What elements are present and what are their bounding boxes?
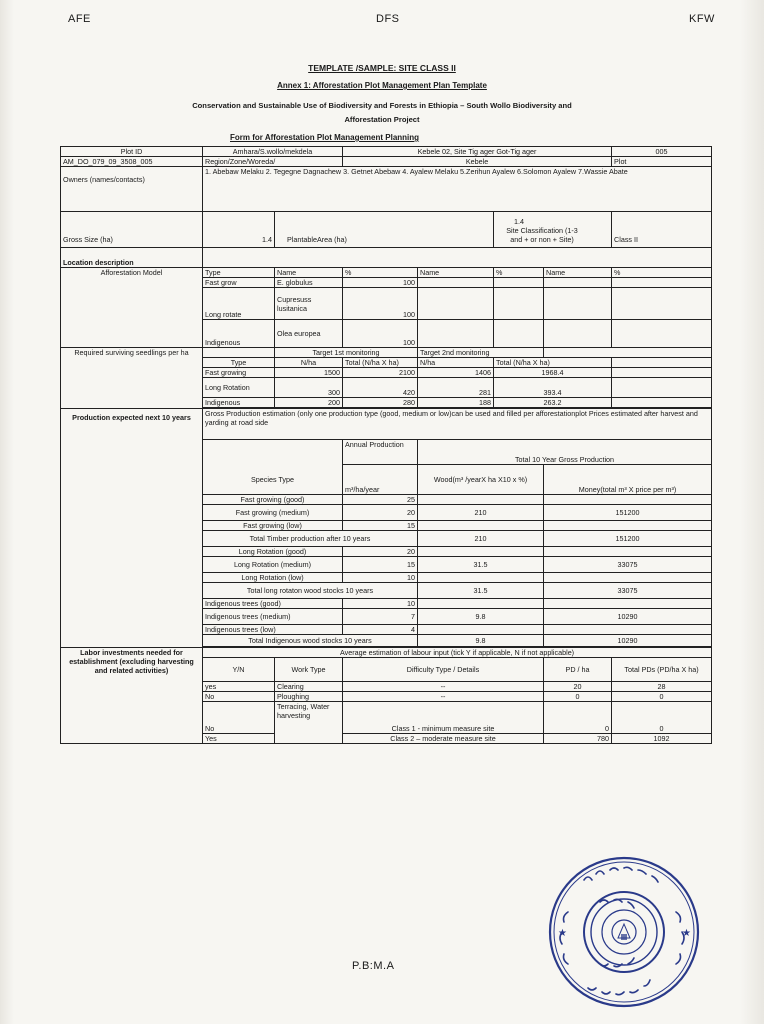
afforestation-model-label: Afforestation Model: [61, 268, 203, 348]
labor-total: 28: [612, 682, 712, 692]
seedlings-n2: 281: [418, 378, 494, 398]
labor-work: Clearing: [275, 682, 343, 692]
production-row-wood: [418, 625, 544, 635]
seedlings-t1: 2100: [343, 368, 418, 378]
labor-total: 0: [612, 702, 712, 734]
production-row-name: Long Rotation (low): [203, 573, 343, 583]
labor-yn: Yes: [203, 734, 275, 744]
model-type: Fast grow: [203, 278, 275, 288]
signature-initials: P.B:M.A: [352, 960, 395, 972]
model-name: E. globulus: [275, 278, 343, 288]
project-title-line1: Conservation and Sustainable Use of Biodiversity and Forests in Ethiopia – South Wollo Biodiversity and: [192, 101, 572, 110]
plot-number: 005: [612, 147, 712, 157]
labor-work-terracing: Terracing, Water harvesting: [275, 702, 343, 744]
money-header: Money(total m³ X price per m³): [544, 465, 712, 495]
model-header-pct-2: %: [494, 268, 544, 278]
production-row-money: 33075: [544, 557, 712, 573]
production-row-name: Indigenous trees (medium): [203, 609, 343, 625]
labor-pd: 20: [544, 682, 612, 692]
target-1st-monitoring: Target 1st monitoring: [275, 348, 418, 358]
model-header-name-2: Name: [418, 268, 494, 278]
production-row-name: Indigenous trees (good): [203, 599, 343, 609]
model-type: Long rotate: [203, 288, 275, 320]
production-row-name: Indigenous trees (low): [203, 625, 343, 635]
labor-header-work: Work Type: [275, 658, 343, 682]
official-stamp-icon: [544, 852, 704, 1012]
production-row-wood: [418, 495, 544, 505]
model-name: Cupresuss lusitanica: [275, 288, 343, 320]
seedlings-t2: 1968.4: [494, 368, 612, 378]
plantable-area-label: PlantableArea (ha): [275, 212, 494, 248]
plot-id-value: AM_DO_079_09_3508_005: [61, 157, 203, 167]
production-row-money: 151200: [544, 505, 712, 521]
model-pct: 100: [343, 320, 418, 348]
model-type: Indigenous: [203, 320, 275, 348]
model-pct: 100: [343, 278, 418, 288]
model-header-pct-3: %: [612, 268, 712, 278]
stamp-script-marks: [560, 867, 684, 994]
seedlings-t1: 280: [343, 398, 418, 408]
template-title: TEMPLATE /SAMPLE: SITE CLASS II: [308, 63, 456, 73]
production-row-annual: 4: [343, 625, 418, 635]
seedlings-t2: 393.4: [494, 378, 612, 398]
labor-yn: No: [203, 692, 275, 702]
seedlings-n1: 1500: [275, 368, 343, 378]
annex-title: Annex 1: Afforestation Plot Management Plan Template: [277, 81, 487, 90]
svg-text:★: ★: [558, 928, 567, 939]
production-row-name: Total long rotaton wood stocks 10 years: [203, 583, 418, 599]
production-row-money: [544, 599, 712, 609]
labor-pd: 780: [544, 734, 612, 744]
production-row-wood: 210: [418, 505, 544, 521]
header-dfs: DFS: [376, 13, 400, 25]
production-row-money: [544, 547, 712, 557]
production-row-wood: 210: [418, 531, 544, 547]
production-row-wood: 31.5: [418, 557, 544, 573]
svg-text:★: ★: [682, 928, 691, 939]
model-header-name-3: Name: [544, 268, 612, 278]
labor-yn: No: [203, 702, 275, 734]
labor-difficulty: --: [343, 692, 544, 702]
model-header-type: Type: [203, 268, 275, 278]
labor-difficulty: --: [343, 682, 544, 692]
labor-total: 0: [612, 692, 712, 702]
production-row-annual: 20: [343, 505, 418, 521]
labor-yn: yes: [203, 682, 275, 692]
seedlings-t2: 263.2: [494, 398, 612, 408]
production-row-name: Total Indigenous wood stocks 10 years: [203, 635, 418, 647]
header-kfw: KFW: [689, 13, 715, 25]
production-row-annual: 10: [343, 599, 418, 609]
region-value: Amhara/S.wollo/mekdela: [203, 147, 343, 157]
production-intro: Gross Production estimation (only one production type (good, medium or low)can be used and filled per afforestationplot Prices estimated after harvest and yarding at road side: [203, 409, 712, 440]
production-row-name: Total Timber production after 10 years: [203, 531, 418, 547]
production-row-money: [544, 521, 712, 531]
model-name: Olea europea: [275, 320, 343, 348]
production-row-annual: 7: [343, 609, 418, 625]
seedlings-header-total: Total (N/ha X ha): [343, 358, 418, 368]
location-label: Location description: [61, 248, 203, 268]
labor-intro: Average estimation of labour input (tick Y if applicable, N if not applicable): [203, 648, 712, 658]
production-row-money: [544, 495, 712, 505]
production-row-money: 33075: [544, 583, 712, 599]
site-class-value: Class II: [612, 212, 712, 248]
stamp-emblem: [612, 920, 636, 944]
production-row-wood: 9.8: [418, 609, 544, 625]
labor-total: 1092: [612, 734, 712, 744]
required-seedlings-label: Required surviving seedlings per ha: [61, 348, 203, 409]
production-row-money: 10290: [544, 609, 712, 625]
region-label: Region/Zone/Woreda/: [203, 157, 343, 167]
production-row-wood: [418, 573, 544, 583]
production-row-annual: 15: [343, 521, 418, 531]
seedlings-type: Long Rotation: [203, 378, 275, 398]
header-afe: AFE: [68, 13, 91, 25]
seedlings-t1: 420: [343, 378, 418, 398]
seedlings-header-nha-2: N/ha: [418, 358, 494, 368]
labor-pd: 0: [544, 692, 612, 702]
plantable-area-value: 1.4: [514, 217, 524, 226]
labor-work: Ploughing: [275, 692, 343, 702]
seedlings-header-total-2: Total (N/ha X ha): [494, 358, 612, 368]
production-row-wood: [418, 599, 544, 609]
owners-label: Owners (names/contacts): [61, 167, 203, 212]
gross-size-label: Gross Size (ha): [61, 212, 203, 248]
labor-pd: 0: [544, 702, 612, 734]
production-row-wood: 9.8: [418, 635, 544, 647]
labor-difficulty: Class 1 - minimum measure site: [343, 702, 544, 734]
production-row-wood: [418, 521, 544, 531]
labor-header-difficulty: Difficulty Type / Details: [343, 658, 544, 682]
production-row-annual: 25: [343, 495, 418, 505]
project-title-line2: Afforestation Project: [344, 115, 420, 124]
production-label: Production expected next 10 years: [61, 409, 203, 648]
total-10-year-header: Total 10 Year Gross Production: [418, 440, 712, 465]
production-row-money: [544, 625, 712, 635]
kebele-value: Kebele 02, Site Tig ager Got-Tig ager: [343, 147, 612, 157]
production-row-money: [544, 573, 712, 583]
production-row-annual: 15: [343, 557, 418, 573]
production-row-name: Fast growing (low): [203, 521, 343, 531]
unit-header: m³/ha/year: [343, 465, 418, 495]
seedlings-n2: 1406: [418, 368, 494, 378]
seedlings-header-nha: N/ha: [275, 358, 343, 368]
production-row-name: Fast growing (good): [203, 495, 343, 505]
seedlings-n1: 200: [275, 398, 343, 408]
model-pct: 100: [343, 288, 418, 320]
seedlings-n2: 188: [418, 398, 494, 408]
production-row-name: Long Rotation (good): [203, 547, 343, 557]
stamp-rings: [550, 858, 698, 1006]
seedlings-n1: 300: [275, 378, 343, 398]
production-row-name: Fast growing (medium): [203, 505, 343, 521]
plot-label: Plot: [612, 157, 712, 167]
labor-header-pd: PD / ha: [544, 658, 612, 682]
seedlings-type: Fast growing: [203, 368, 275, 378]
model-header-pct: %: [343, 268, 418, 278]
seedlings-type: Indigenous: [203, 398, 275, 408]
production-row-annual: 20: [343, 547, 418, 557]
plot-management-form: [60, 146, 712, 744]
production-row-wood: [418, 547, 544, 557]
project-title: [0, 99, 764, 127]
production-row-money: 10290: [544, 635, 712, 647]
model-header-name: Name: [275, 268, 343, 278]
species-type-header: Species Type: [203, 465, 343, 495]
form-title: Form for Afforestation Plot Management Planning: [230, 133, 420, 142]
labor-label: Labor investments needed for establishment (excluding harvesting and related activities): [61, 648, 203, 744]
production-row-money: 151200: [544, 531, 712, 547]
plot-id-label: Plot ID: [61, 147, 203, 157]
production-row-annual: 10: [343, 573, 418, 583]
labor-difficulty: Class 2 – moderate measure site: [343, 734, 544, 744]
wood-header: Wood(m³ /yearX ha X10 x %): [418, 465, 544, 495]
labor-header-yn: Y/N: [203, 658, 275, 682]
site-class-label: Site Classification (1-3 and + or non + Site): [506, 226, 578, 244]
target-2nd-monitoring: Target 2nd monitoring: [418, 348, 544, 358]
seedlings-header-type: Type: [203, 358, 275, 368]
kebele-label: Kebele: [343, 157, 612, 167]
gross-size-value: 1.4: [203, 212, 275, 248]
owners-value: 1. Abebaw Melaku 2. Tegegne Dagnachew 3. Getnet Abebaw 4. Ayalew Melaku 5.Zerihun Ayalew 6.Solomon Ayalew 7.Wassie Abate: [203, 167, 712, 212]
annual-production-header: Annual Production: [343, 440, 418, 465]
production-row-wood: 31.5: [418, 583, 544, 599]
labor-header-total: Total PDs (PD/ha X ha): [612, 658, 712, 682]
production-row-name: Long Rotation (medium): [203, 557, 343, 573]
